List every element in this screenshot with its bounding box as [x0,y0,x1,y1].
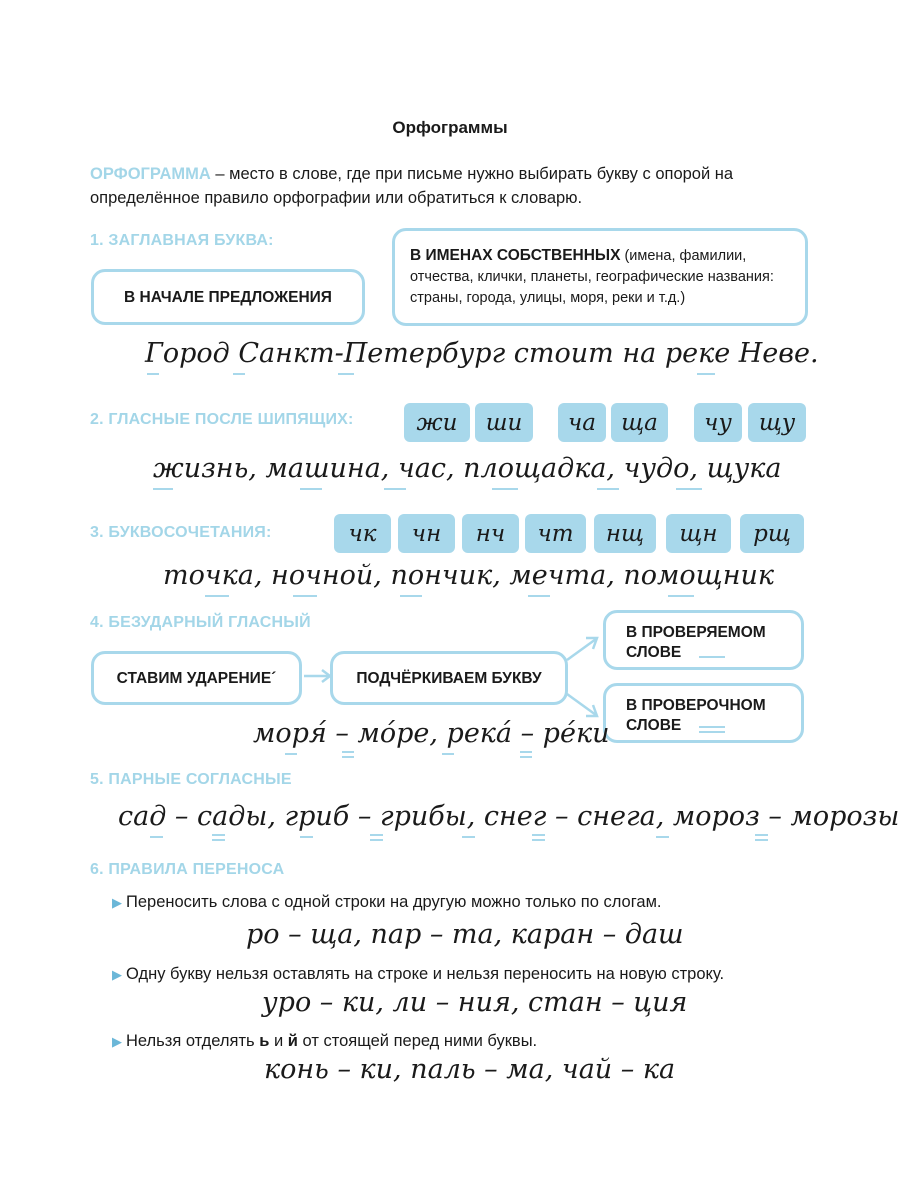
rule-2 [112,965,724,984]
orthogram-underline [668,595,694,597]
orthogram-underline [384,488,406,490]
tile-nch: нч [462,514,519,553]
rule-1-text: Переносить слова с одной строки на другую можно только по слогам. [126,893,662,911]
orthogram-underline [532,834,545,836]
double-underline-mark [699,726,725,728]
orthogram-underline [300,488,322,490]
tile-zhi: жи [404,403,470,442]
box-checking-word-label: В ПРОВЕРОЧНОМ СЛОВЕ [626,697,766,734]
rule-3-soft-sign: ь [259,1032,270,1050]
tile-cht: чт [525,514,586,553]
triangle-bullet-icon: ▶ [112,967,122,982]
box-proper-names-bold: В ИМЕНАХ СОБСТВЕННЫХ [410,247,621,264]
section-2-example: жизнь, машина, час, площадка, чудо, щука [153,453,782,484]
tile-chu: чу [694,403,742,442]
box-underline-letter [330,651,568,705]
box-proper-names-content [410,245,800,309]
orthogram-underline [442,753,454,755]
orthogram-underline [532,839,545,841]
intro-paragraph [90,162,810,210]
section-4-heading: 4. БЕЗУДАРНЫЙ ГЛАСНЫЙ [90,614,311,631]
tile-shchn: щн [666,514,731,553]
orthogram-underline [400,595,422,597]
box-proper-names-text: (имена, фамилии, отчества, клички, планеты, географические названия: страны, города, улицы, моря, реки и т.д.) [410,248,774,306]
section-3-example: точка, ночной, пончик, мечта, помощник [163,560,775,591]
orthogram-underline [370,839,383,841]
orthogram-underline [656,836,669,838]
box-checked-word-label: В ПРОВЕРЯЕМОМ СЛОВЕ [626,624,766,661]
orthogram-underline [520,756,532,758]
intro-term: ОРФОГРАММА [90,165,211,183]
triangle-bullet-icon: ▶ [112,895,122,910]
intro-text: – место в слове, где при письме нужно выбирать букву с опорой на определённое правило орфографии или обратиться к словарю. [90,165,734,207]
orthogram-underline [528,595,550,597]
box-checked-word [603,610,804,670]
rule-3-text-mid: и [269,1032,288,1050]
box-checking-word [603,683,804,743]
orthogram-underline [147,373,159,375]
rule-3-short-i: й [287,1032,298,1050]
tile-shchu: щу [748,403,806,442]
orthogram-underline [597,488,619,490]
tile-shi: ши [475,403,533,442]
orthogram-underline [285,753,297,755]
box-put-stress [91,651,302,705]
box-proper-names [392,228,808,326]
tile-chn: чн [398,514,455,553]
orthogram-underline [212,834,225,836]
section-5-example: сад – сады, гриб – грибы, снег – снега, мороз – морозы [118,801,900,832]
orthogram-underline [150,836,163,838]
orthogram-underline [338,373,354,375]
rule-2-example: уро – ки, ли – ния, стан – ция [262,987,688,1018]
section-6-heading: 6. ПРАВИЛА ПЕРЕНОСА [90,861,285,878]
orthogram-underline [342,756,354,758]
rule-3-example: конь – ки, паль – ма, чай – ка [264,1054,676,1085]
orthogram-underline [370,834,383,836]
orthogram-underline [212,839,225,841]
box-put-stress-label: СТАВИМ УДАРЕНИЕ´ [116,670,277,687]
single-underline-mark [699,656,725,658]
rule-2-text: Одну букву нельзя оставлять на строке и нельзя переносить на новую строку. [126,965,725,983]
orthogram-underline [300,836,313,838]
orthogram-underline [755,839,768,841]
tile-chk: чк [334,514,391,553]
orthogram-underline [205,595,229,597]
section-2-heading: 2. ГЛАСНЫЕ ПОСЛЕ ШИПЯЩИХ: [90,411,354,428]
arrow-right-icon [303,668,333,684]
orthogram-underline [233,373,245,375]
arrow-diagonal-up-icon [565,634,601,664]
rule-3 [112,1032,537,1051]
tile-nshch: нщ [594,514,656,553]
arrow-diagonal-down-icon [565,690,601,720]
tile-cha: ча [558,403,606,442]
box-start-of-sentence [91,269,365,325]
section-5-heading: 5. ПАРНЫЕ СОГЛАСНЫЕ [90,771,292,788]
triangle-bullet-icon: ▶ [112,1034,122,1049]
section-1-example: Город Санкт-Петербург стоит на реке Неве. [145,338,819,369]
orthogram-underline [755,834,768,836]
orthogram-underline [520,751,532,753]
tile-shcha: ща [611,403,668,442]
box-underline-letter-label: ПОДЧЁРКИВАЕМ БУКВУ [356,670,542,687]
page-title: Орфограммы [392,118,508,137]
rule-3-text-after: от стоящей перед ними буквы. [297,1032,538,1050]
section-4-example: моря́ – мо́ре, река́ – ре́ки [253,718,610,749]
orthogram-underline [153,488,173,490]
orthogram-underline [293,595,317,597]
section-3-heading: 3. БУКВОСОЧЕТАНИЯ: [90,524,272,541]
rule-1-example: ро – ща, пар – та, каран – даш [246,919,684,950]
orthogram-underline [342,751,354,753]
rule-1 [112,893,662,912]
orthogram-underline [492,488,518,490]
orthogram-underline [697,373,715,375]
rule-3-text-before: Нельзя отделять [126,1032,260,1050]
box-start-of-sentence-label: В НАЧАЛЕ ПРЕДЛОЖЕНИЯ [124,289,332,306]
orthogram-underline [676,488,702,490]
tile-rshch: рщ [740,514,804,553]
double-underline-mark [699,731,725,733]
section-1-heading: 1. ЗАГЛАВНАЯ БУКВА: [90,232,274,249]
orthogram-underline [462,836,475,838]
